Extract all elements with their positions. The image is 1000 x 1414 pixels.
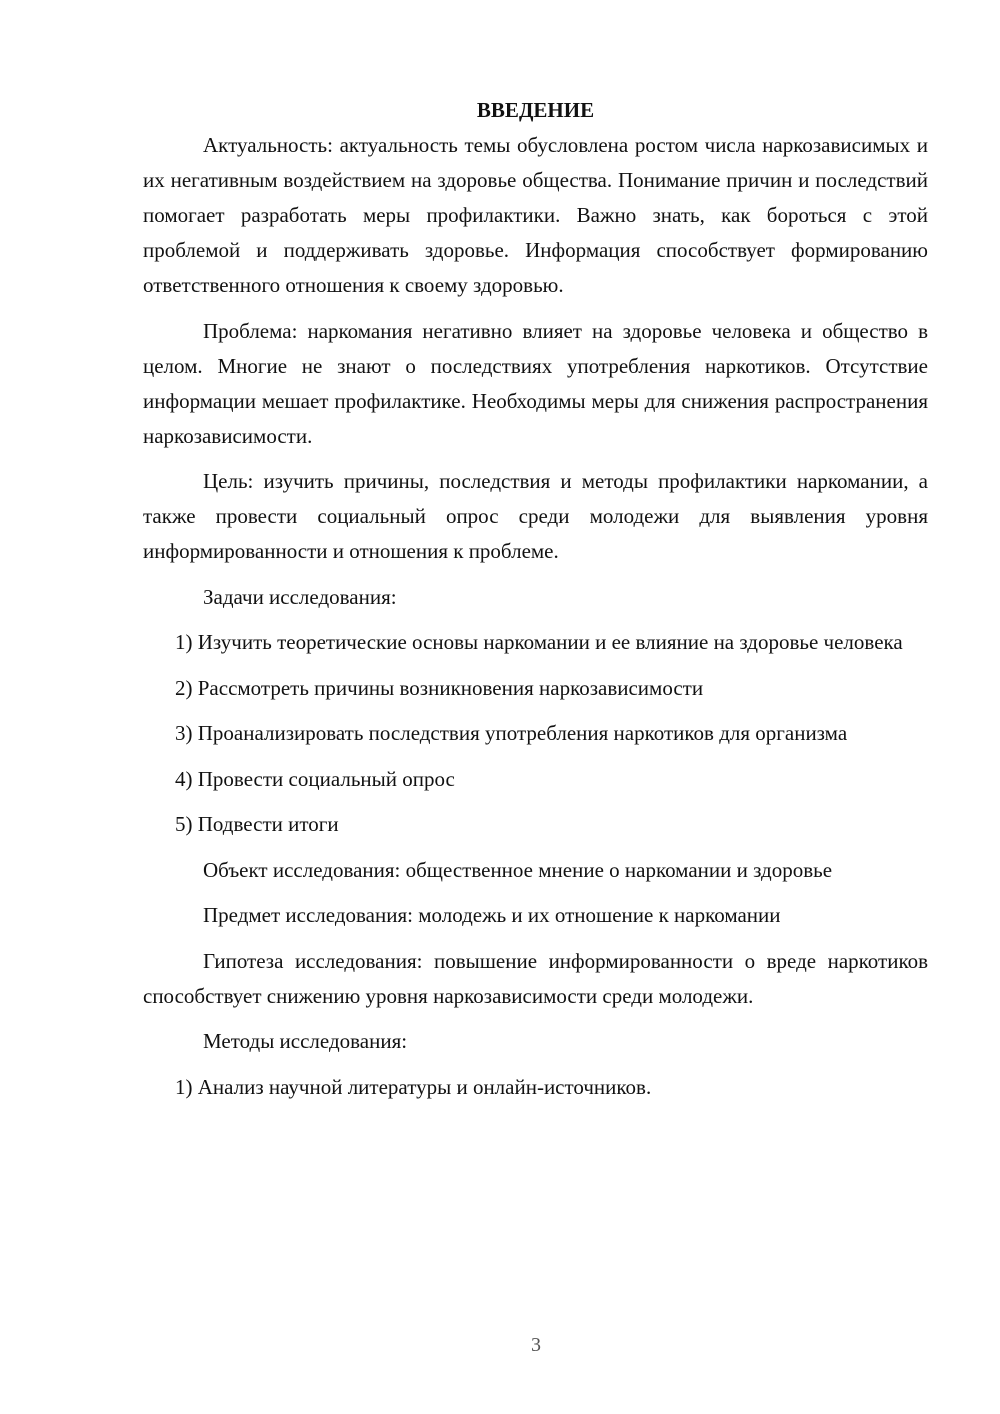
paragraph-problem: Проблема: наркомания негативно влияет на здоровье человека и общество в целом. Многие не знают о последствиях употребления наркотиков. Отсутствие информации мешает профилактике. Необходимы меры для снижения распространения наркозависимости. bbox=[143, 318, 928, 448]
paragraph-hypothesis: Гипотеза исследования: повышение информированности о вреде наркотиков способствует снижению уровня наркозависимости среди молодежи. bbox=[143, 948, 928, 1008]
tasks-heading: Задачи исследования: bbox=[203, 584, 397, 609]
paragraph-goal: Цель: изучить причины, последствия и методы профилактики наркомании, а также провести социальный опрос среди молодежи для выявления уровня информированности и отношения к проблеме. bbox=[143, 469, 928, 563]
paragraph-subject: Предмет исследования: молодежь и их отношение к наркомании bbox=[203, 903, 781, 927]
paragraph-object: Объект исследования: общественное мнение о наркомании и здоровье bbox=[203, 857, 833, 882]
section-title: ВВЕДЕНИЕ bbox=[476, 98, 595, 122]
paragraph-relevance: Актуальность: актуальность темы обусловлена ростом числа наркозависимых и их негативным воздействием на здоровье общества. Понимание причин и последствий помогает разработать меры профилактики. Важно знать, как бороться с этой проблемой и поддерживать здоровье. Информация способствует формированию ответственного отношения к своему здоровью. bbox=[143, 133, 928, 297]
document-page bbox=[143, 93, 928, 1105]
task-item-2: 2) Рассмотреть причины возникновения наркозависимости bbox=[175, 675, 704, 700]
task-item-4: 4) Провести социальный опрос bbox=[175, 766, 455, 791]
task-item-5: 5) Подвести итоги bbox=[175, 812, 339, 836]
method-item-1: 1) Анализ научной литературы и онлайн-источников. bbox=[175, 1074, 652, 1099]
page-number: 3 bbox=[531, 1334, 541, 1356]
task-item-3: 3) Проанализировать последствия употребления наркотиков для организма bbox=[175, 721, 848, 745]
task-item-1: 1) Изучить теоретические основы наркомании и ее влияние на здоровье человека bbox=[175, 630, 903, 654]
methods-heading: Методы исследования: bbox=[203, 1029, 408, 1053]
